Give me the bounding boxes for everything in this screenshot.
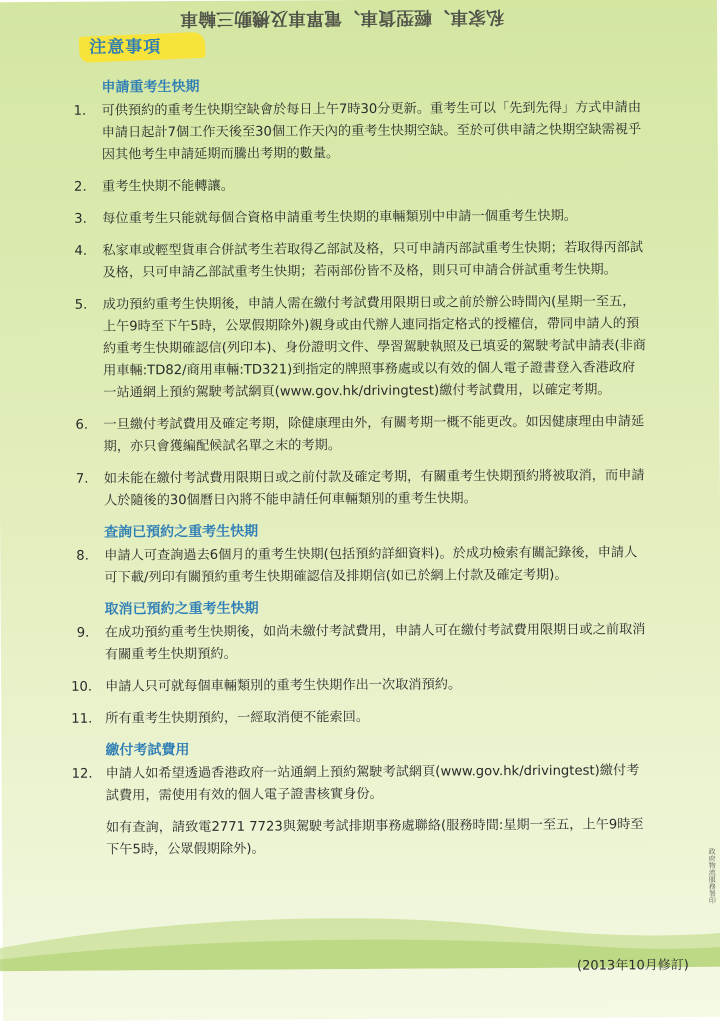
section-heading-pay: 繳付考試費用 [105,742,190,759]
list-item [76,542,648,589]
top-banner-upside-down: 私家車、輕型貨車、電單車及機動三輪車 [179,6,505,30]
list-item [74,237,646,284]
list-item [76,465,648,512]
revision-date: (2013年10月修訂) [576,958,689,974]
notice-title: 注意事項 [89,37,162,58]
item-text: 如未能在繳付考試費用限期日或之前付款及確定考期，有關重考生快期預約將被取消，而申請人於隨後的30個曆日內將不能申請任何車輛類別的重考生快期。 [103,468,645,509]
item-number: 8. [76,548,89,564]
item-text: 申請人可查詢過去6個月的重考生快期(包括預約詳細資料)。於成功檢索有關記錄後，申請人可下載/列印有關預約重考生快期確認信及排期信(如已於網上付款及確定考期)。 [104,545,638,586]
list-item [74,173,646,198]
item-number: 2. [73,179,87,195]
item-text: 一旦繳付考試費用及確定考期，除健康理由外，有關考期一概不能更改。如因健康理由申請延期，亦只會獲編配候試名單之末的考期。 [103,414,645,455]
list-item [77,619,649,666]
item-number: 9. [76,625,90,641]
section-heading-cancel: 取消已預約之重考生快期 [104,600,259,618]
item-text: 可供預約的重考生快期空缺會於每日上午7時30分更新。重考生可以「先到先得」方式申請由申請日起計7個工作天後至30個工作天內的重考生快期空缺。至於可供申請之快期空缺需視乎因其他考生申請延期而騰出考期的數量。 [101,100,642,163]
item-text: 成功預約重考生快期後，申請人需在繳付考試費用限期日或之前於辦公時間內(星期一至五，上午9時至下午5時，公眾假期除外)親身或由代辦人連同指定格式的授權信，帶同申請人的預約重考生快期確認信(列印本)、身份證明文件、學習駕駛執照及已填妥的駕駛考試申請表(非商用車輛:TD82/商用車輛:TD321)到指定的牌照事務處或以有效的個人電子證書登入香港政府一站通網上預約駕駛考試網頁(www.gov.hk/drivingtest)繳付考試費用，以確定考期。 [102,294,646,401]
printer-imprint: 政府物流服務署印 [708,847,717,904]
section-heading-check: 查詢已預約之重考生快期 [104,523,259,541]
item-number: 7. [75,471,89,487]
item-text: 私家車或輕型貨車合併試考生若取得乙部試及格，只可申請丙部試重考生快期；若取得丙部試及格，只可申請乙部試重考生快期；若兩部份皆不及格，則只可申請合併試重考生快期。 [102,240,644,281]
item-number: 5. [74,297,88,313]
item-number: 11. [71,711,93,727]
section-heading-apply: 申請重考生快期 [101,78,200,96]
notice-content [73,68,650,861]
item-text: 重考生快期不能轉讓。 [101,178,234,195]
list-item [73,97,645,166]
item-number: 4. [74,243,88,259]
item-text: 所有重考生快期預約，一經取消便不能索回。 [105,709,370,727]
item-number: 10. [71,679,93,695]
list-item [71,705,649,730]
enquiry-note: 如有查詢，請致電2771 7723與駕駛考試排期事務處聯絡(服務時間:星期一至五，上午9時至下午5時，公眾假期除外)。 [105,817,644,858]
item-text: 在成功預約重考生快期後，如尚未繳付考試費用，申請人可在繳付考試費用限期日或之前取消有關重考生快期預約。 [104,622,646,663]
list-item [71,760,650,807]
item-number: 6. [75,417,89,433]
item-number: 1. [73,103,87,119]
item-text: 申請人只可就每個車輛類別的重考生快期作出一次取消預約。 [105,677,462,695]
item-number: 3. [74,211,87,227]
list-item [75,291,648,404]
list-item [71,673,649,698]
list-item [75,411,647,458]
item-text: 申請人如希望透過香港政府一站通網上預約駕駛考試網頁(www.gov.hk/drivingtest)繳付考試費用，需使用有效的個人電子證書核實身份。 [105,763,640,804]
item-text: 每位重考生只能就每個合資格申請重考生快期的車輛類別中申請一個重考生快期。 [102,208,578,227]
list-item [74,205,646,230]
item-number: 12. [71,766,93,782]
